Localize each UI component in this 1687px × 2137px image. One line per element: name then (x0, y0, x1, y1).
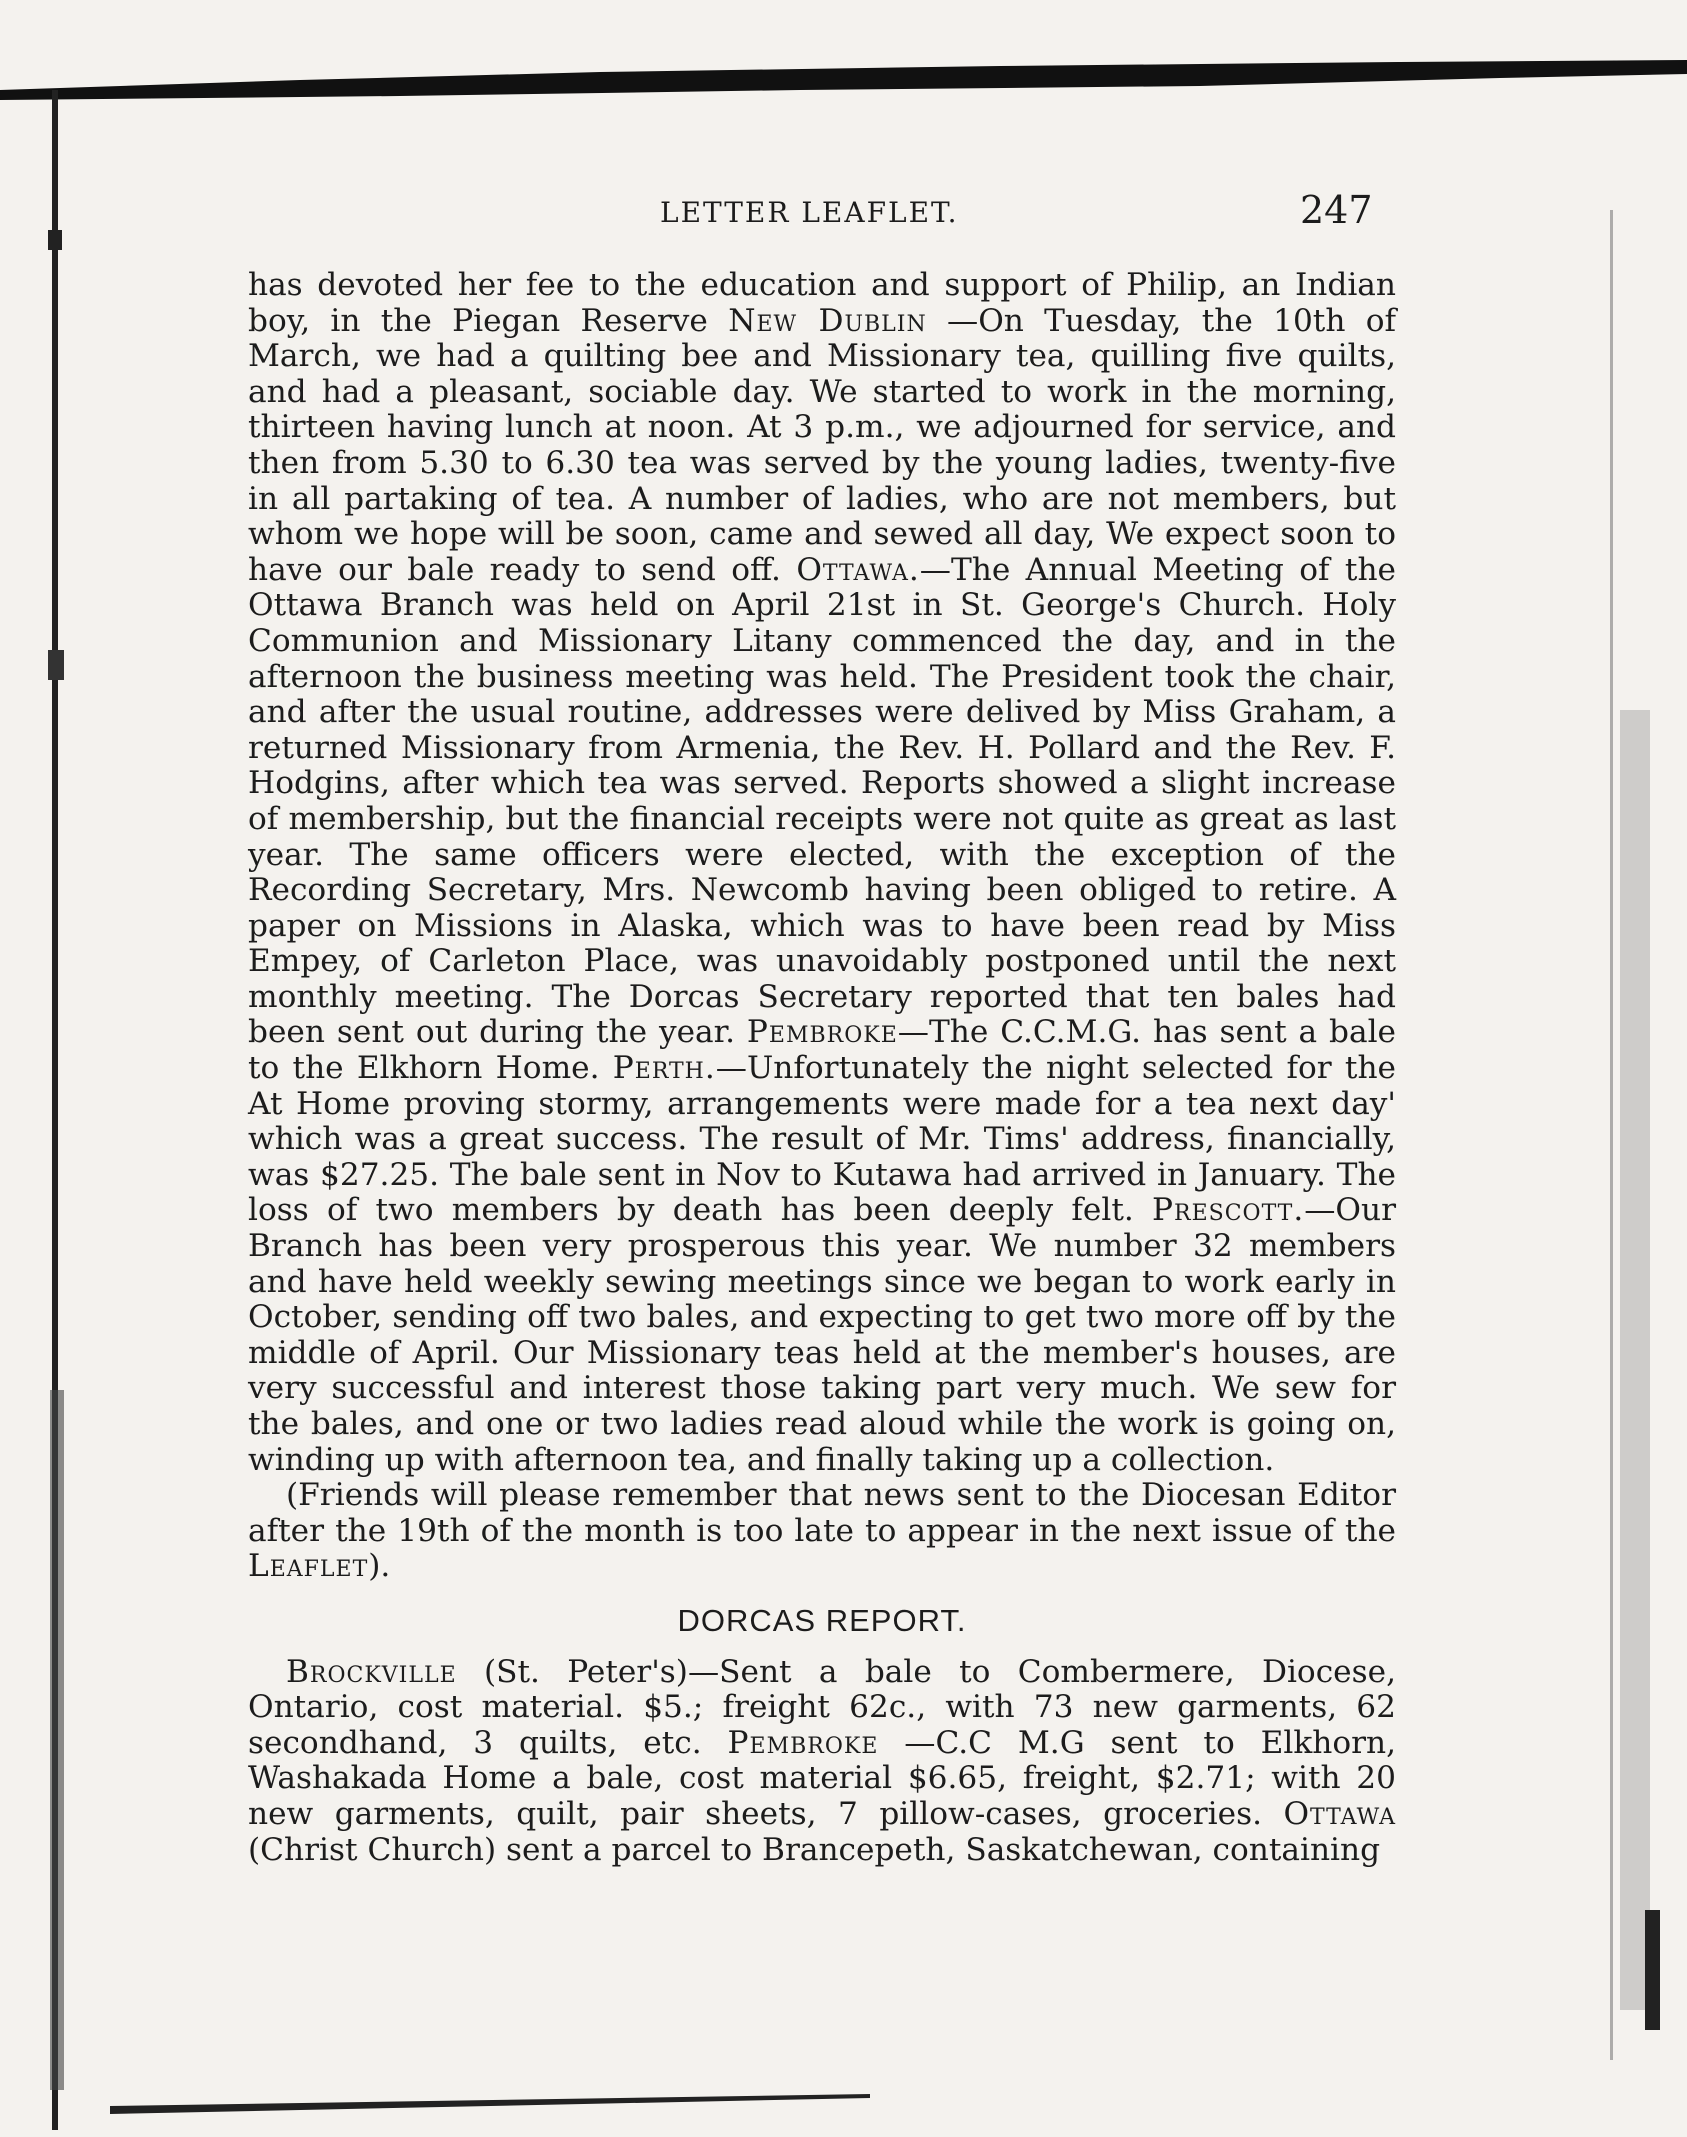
new-dublin-text: —On Tuesday, the 10th of March, we had a quilting bee and Missionary tea, quilling five quilts, and had a pleasant, sociable day. We started to work in the morning, thirteen having lunch at noon. At 3 p.m., we adjourned for service, and then from 5.30 to 6.30 tea was served by the young ladies, twenty-five in all partaking of tea. A number of ladies, who are not members, but whom we hope will be soon, came and sewed all day, We expect soon to have our bale ready to send off. (248, 302, 1397, 588)
body-text (248, 268, 1396, 1868)
note-before: (Friends will please remember that news sent to the Diocesan Editor after the 19th of the month is too late to appear in the next issue of the (248, 1477, 1396, 1549)
diocesan-report-paragraph (248, 268, 1396, 1478)
prescott-text: —Our Branch has been very prosperous this year. We number 32 members and have held weekly sewing meetings since we began to work early in October, sending off two bales, and expecting to get two more off by the middle of April. Our Missionary teas held at the member's houses, are very successful and interest those taking part very much. We sew for the bales, and one or two ladies read aloud while the work is going on, winding up with afternoon tea, and finally taking up a collection. (248, 1192, 1396, 1478)
perth-label: Perth. (612, 1050, 716, 1087)
dorcas-pembroke-text: —C.C M.G sent to Elkhorn, Washakada Home a bale, cost material $6.65, freight, $2.71; with 20 new garments, quilt, pair sheets, 7 pillow-cases, groceries. (248, 1724, 1397, 1832)
pembroke-text: —The C.C.M.G. has sent a bale to the Elkhorn Home. (248, 1014, 1396, 1087)
dorcas-paragraph (248, 1655, 1396, 1869)
perth-text: —Unfortunately the night selected for the At Home proving stormy, arrangements were made for a tea next day' which was a great success. The result of Mr. Tims' address, financially, was $27.25. The bale sent in Nov to Kutawa had arrived in January. The loss of two members by death has been deeply felt. (248, 1050, 1396, 1229)
dorcas-ottawa-label: Ottawa (1283, 1795, 1396, 1832)
scan-edge-top (0, 60, 1687, 110)
ottawa-label: Ottawa. (796, 551, 920, 588)
ottawa-text: —The Annual Meeting of the Ottawa Branch was held on April 21st in St. George's Church. Holy Communion and Missionary Litany commenced the day, and in the afternoon the business meeting was held. The President took the chair, and after the usual routine, addresses were delived by Miss Graham, a returned Missionary from Armenia, the Rev. H. Pollard and the Rev. F. Hodgins, after which tea was served. Reports showed a slight increase of membership, but the financial receipts were not quite as great as last year. The same officers were elected, with the exception of the Recording Secretary, Mrs. Newcomb having been obliged to retire. A paper on Missions in Alaska, which was to have been read by Miss Empey, of Carleton Place, was unavoidably postponed until the next monthly meeting. The Dorcas Secretary reported that ten bales had been sent out during the year. (248, 551, 1396, 1051)
brockville-label: Brockville (286, 1653, 457, 1690)
page (248, 190, 1396, 1868)
intro-text: has devoted her fee to the education and support of Philip, an Indian boy, in the Piegan Reserve (248, 267, 1396, 339)
page-number: 247 (1300, 188, 1373, 232)
running-title: LETTER LEAFLET. (660, 196, 959, 229)
scan-edge-right (1590, 210, 1660, 2060)
running-head (248, 190, 1396, 248)
note-after: ). (368, 1548, 391, 1585)
note-leaflet: Leaflet (248, 1548, 369, 1585)
scan-edge-bottom (110, 2078, 870, 2118)
dorcas-heading: DORCAS REPORT. (677, 1602, 967, 1638)
brockville-text: (St. Peter's)—Sent a bale to Combermere, Diocese, Ontario, cost material. $5.; freight 62c., with 73 new garments, 62 secondhand, 3 quilts, etc. (248, 1653, 1396, 1761)
dorcas-pembroke-label: Pembroke (727, 1724, 879, 1761)
dorcas-ottawa-text: (Christ Church) sent a parcel to Brancepeth, Saskatchewan, containing (248, 1831, 1381, 1868)
prescott-label: Prescott. (1152, 1192, 1305, 1229)
new-dublin-label: New Dublin (728, 302, 927, 339)
scan-edge-left (48, 90, 66, 2130)
editor-note (248, 1478, 1396, 1585)
pembroke-label: Pembroke (746, 1014, 898, 1051)
